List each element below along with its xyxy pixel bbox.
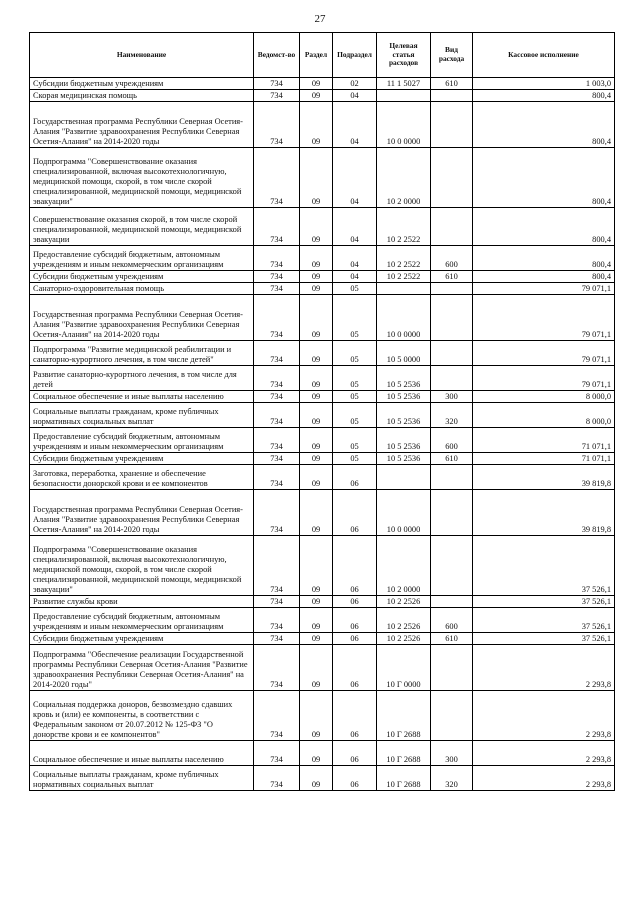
table-row <box>30 283 615 295</box>
cell-kind <box>431 536 473 596</box>
cell-kind <box>431 208 473 246</box>
cell-section: 09 <box>300 766 333 791</box>
cell-section: 09 <box>300 741 333 766</box>
cell-target: 10 5 2536 <box>377 453 431 465</box>
cell-subsection: 05 <box>333 295 377 341</box>
cell-name: Государственная программа Республики Северная Осетия-Алания "Развитие здравоохранения Республики Северная Осетия-Алания" на 2014-2020 годы <box>30 102 254 148</box>
cell-name: Подпрограмма "Развитие медицинской реабилитации и санаторно-курортного лечения, в том числе детей" <box>30 341 254 366</box>
cell-section: 09 <box>300 645 333 691</box>
cell-subsection: 06 <box>333 490 377 536</box>
cell-subsection: 04 <box>333 246 377 271</box>
table-body <box>30 78 615 791</box>
cell-kind <box>431 691 473 741</box>
table-row <box>30 691 615 741</box>
cell-section: 09 <box>300 428 333 453</box>
table-row <box>30 391 615 403</box>
cell-subsection: 06 <box>333 766 377 791</box>
cell-subsection: 05 <box>333 403 377 428</box>
cell-name: Социальные выплаты гражданам, кроме публичных нормативных социальных выплат <box>30 403 254 428</box>
table-row <box>30 208 615 246</box>
cell-dept: 734 <box>254 78 300 90</box>
cell-target: 10 5 2536 <box>377 428 431 453</box>
cell-dept: 734 <box>254 283 300 295</box>
table-row <box>30 148 615 208</box>
cell-target: 11 1 5027 <box>377 78 431 90</box>
cell-section: 09 <box>300 341 333 366</box>
cell-sum: 79 071,1 <box>473 341 615 366</box>
budget-execution-table <box>29 32 615 791</box>
header-sum: Кассовое исполнение <box>473 33 615 78</box>
cell-target: 10 2 2522 <box>377 246 431 271</box>
header-name: Наименование <box>30 33 254 78</box>
cell-dept: 734 <box>254 741 300 766</box>
cell-name: Санаторно-оздоровительная помощь <box>30 283 254 295</box>
cell-dept: 734 <box>254 271 300 283</box>
cell-sum: 8 000,0 <box>473 403 615 428</box>
cell-sum: 71 071,1 <box>473 453 615 465</box>
cell-section: 09 <box>300 366 333 391</box>
cell-dept: 734 <box>254 428 300 453</box>
cell-subsection: 06 <box>333 608 377 633</box>
cell-kind: 600 <box>431 608 473 633</box>
cell-section: 09 <box>300 208 333 246</box>
cell-target: 10 5 2536 <box>377 366 431 391</box>
cell-dept: 734 <box>254 465 300 490</box>
cell-sum: 37 526,1 <box>473 536 615 596</box>
cell-name: Совершенствование оказания скорой, в том числе скорой специализированной, медицинской помощи, медицинской эвакуации <box>30 208 254 246</box>
cell-kind: 600 <box>431 428 473 453</box>
cell-name: Предоставление субсидий бюджетным, автономным учреждениям и иным некоммерческим организациям <box>30 246 254 271</box>
table-row <box>30 741 615 766</box>
cell-sum: 37 526,1 <box>473 596 615 608</box>
cell-target: 10 0 0000 <box>377 102 431 148</box>
cell-subsection: 06 <box>333 691 377 741</box>
table-row <box>30 295 615 341</box>
cell-target: 10 5 0000 <box>377 341 431 366</box>
cell-name: Субсидии бюджетным учреждениям <box>30 633 254 645</box>
cell-subsection: 06 <box>333 536 377 596</box>
cell-kind <box>431 366 473 391</box>
cell-name: Субсидии бюджетным учреждениям <box>30 453 254 465</box>
cell-dept: 734 <box>254 341 300 366</box>
cell-section: 09 <box>300 608 333 633</box>
cell-sum: 800,4 <box>473 148 615 208</box>
cell-dept: 734 <box>254 608 300 633</box>
cell-dept: 734 <box>254 102 300 148</box>
cell-dept: 734 <box>254 208 300 246</box>
cell-section: 09 <box>300 148 333 208</box>
table-row <box>30 645 615 691</box>
table-row <box>30 403 615 428</box>
cell-sum: 39 819,8 <box>473 490 615 536</box>
cell-dept: 734 <box>254 366 300 391</box>
cell-dept: 734 <box>254 403 300 428</box>
cell-kind: 610 <box>431 78 473 90</box>
cell-name: Развитие санаторно-курортного лечения, в том числе для детей <box>30 366 254 391</box>
cell-target: 10 2 2526 <box>377 633 431 645</box>
table-row <box>30 608 615 633</box>
cell-kind: 300 <box>431 391 473 403</box>
cell-sum: 79 071,1 <box>473 366 615 391</box>
cell-sum: 79 071,1 <box>473 283 615 295</box>
table-row <box>30 465 615 490</box>
cell-dept: 734 <box>254 295 300 341</box>
page-number: 27 <box>314 13 326 25</box>
cell-subsection: 05 <box>333 428 377 453</box>
cell-kind: 320 <box>431 403 473 428</box>
table-row <box>30 271 615 283</box>
cell-name: Предоставление субсидий бюджетным, автономным учреждениям и иным некоммерческим организациям <box>30 428 254 453</box>
header-section: Раздел <box>300 33 333 78</box>
table-row <box>30 90 615 102</box>
cell-section: 09 <box>300 271 333 283</box>
cell-kind <box>431 148 473 208</box>
table-row <box>30 341 615 366</box>
cell-section: 09 <box>300 295 333 341</box>
cell-kind <box>431 490 473 536</box>
cell-subsection: 04 <box>333 208 377 246</box>
cell-name: Субсидии бюджетным учреждениям <box>30 78 254 90</box>
cell-kind <box>431 90 473 102</box>
cell-section: 09 <box>300 453 333 465</box>
cell-subsection: 06 <box>333 645 377 691</box>
cell-target: 10 0 0000 <box>377 295 431 341</box>
cell-subsection: 05 <box>333 341 377 366</box>
cell-name: Социальное обеспечение и иные выплаты населению <box>30 741 254 766</box>
cell-sum: 1 003,0 <box>473 78 615 90</box>
cell-section: 09 <box>300 102 333 148</box>
cell-sum: 37 526,1 <box>473 633 615 645</box>
table-row <box>30 78 615 90</box>
table-row <box>30 428 615 453</box>
cell-kind <box>431 102 473 148</box>
cell-kind <box>431 596 473 608</box>
cell-section: 09 <box>300 78 333 90</box>
cell-target <box>377 90 431 102</box>
cell-kind <box>431 465 473 490</box>
cell-name: Скорая медицинская помощь <box>30 90 254 102</box>
cell-kind <box>431 283 473 295</box>
cell-target: 10 0 0000 <box>377 490 431 536</box>
cell-target: 10 Г 2688 <box>377 766 431 791</box>
cell-name: Подпрограмма "Совершенствование оказания специализированной, включая высокотехнологичную, медицинской помощи, скорой, в том числе скорой специализированной, медицинской помощи, медицинской эвакуации" <box>30 148 254 208</box>
table-row <box>30 246 615 271</box>
cell-section: 09 <box>300 283 333 295</box>
cell-subsection: 05 <box>333 453 377 465</box>
cell-sum: 8 000,0 <box>473 391 615 403</box>
cell-dept: 734 <box>254 633 300 645</box>
cell-kind: 610 <box>431 453 473 465</box>
cell-subsection: 02 <box>333 78 377 90</box>
cell-section: 09 <box>300 403 333 428</box>
cell-subsection: 05 <box>333 283 377 295</box>
cell-sum: 2 293,8 <box>473 766 615 791</box>
cell-section: 09 <box>300 596 333 608</box>
cell-section: 09 <box>300 691 333 741</box>
cell-sum: 800,4 <box>473 102 615 148</box>
cell-sum: 2 293,8 <box>473 645 615 691</box>
table-row <box>30 366 615 391</box>
cell-section: 09 <box>300 490 333 536</box>
cell-kind: 610 <box>431 633 473 645</box>
cell-section: 09 <box>300 391 333 403</box>
cell-kind <box>431 295 473 341</box>
table-row <box>30 596 615 608</box>
cell-kind: 300 <box>431 741 473 766</box>
cell-target: 10 2 2526 <box>377 596 431 608</box>
table-row <box>30 490 615 536</box>
cell-name: Субсидии бюджетным учреждениям <box>30 271 254 283</box>
cell-target: 10 2 2522 <box>377 271 431 283</box>
cell-section: 09 <box>300 633 333 645</box>
cell-section: 09 <box>300 536 333 596</box>
cell-target: 10 2 0000 <box>377 536 431 596</box>
table-row <box>30 102 615 148</box>
cell-target: 10 5 2536 <box>377 391 431 403</box>
cell-section: 09 <box>300 90 333 102</box>
cell-dept: 734 <box>254 90 300 102</box>
cell-sum: 800,4 <box>473 271 615 283</box>
table-row <box>30 633 615 645</box>
cell-dept: 734 <box>254 536 300 596</box>
cell-dept: 734 <box>254 453 300 465</box>
cell-name: Социальная поддержка доноров, безвозмездно сдавших кровь и (или) ее компоненты, в соответствии с Федеральным законом от 20.07.2012 № 125-ФЗ "О донорстве крови и ее компонентов" <box>30 691 254 741</box>
cell-subsection: 06 <box>333 596 377 608</box>
cell-section: 09 <box>300 246 333 271</box>
cell-target: 10 5 2536 <box>377 403 431 428</box>
cell-target: 10 2 2522 <box>377 208 431 246</box>
cell-subsection: 06 <box>333 741 377 766</box>
cell-dept: 734 <box>254 596 300 608</box>
cell-dept: 734 <box>254 691 300 741</box>
cell-subsection: 04 <box>333 271 377 283</box>
cell-name: Подпрограмма "Обеспечение реализации Государственной программы Республики Северная Осетия-Алания "Развитие здравоохранения Республики Северная Осетия-Алания" на 2014-2020 годы" <box>30 645 254 691</box>
cell-name: Заготовка, переработка, хранение и обеспечение безопасности донорской крови и ее компонентов <box>30 465 254 490</box>
cell-subsection: 04 <box>333 148 377 208</box>
cell-sum: 37 526,1 <box>473 608 615 633</box>
header-kind: Вид расхода <box>431 33 473 78</box>
cell-target <box>377 465 431 490</box>
table-row <box>30 536 615 596</box>
cell-target: 10 Г 2688 <box>377 691 431 741</box>
header-subsection: Подраздел <box>333 33 377 78</box>
cell-subsection: 05 <box>333 366 377 391</box>
cell-kind: 600 <box>431 246 473 271</box>
table-header-row <box>30 33 615 78</box>
cell-sum: 800,4 <box>473 208 615 246</box>
cell-kind: 610 <box>431 271 473 283</box>
cell-kind: 320 <box>431 766 473 791</box>
cell-dept: 734 <box>254 246 300 271</box>
cell-dept: 734 <box>254 766 300 791</box>
cell-target: 10 2 2526 <box>377 608 431 633</box>
cell-name: Развитие службы крови <box>30 596 254 608</box>
header-target: Целевая статья расходов <box>377 33 431 78</box>
cell-dept: 734 <box>254 645 300 691</box>
cell-name: Социальное обеспечение и иные выплаты населению <box>30 391 254 403</box>
cell-sum: 800,4 <box>473 246 615 271</box>
cell-subsection: 06 <box>333 633 377 645</box>
cell-sum: 79 071,1 <box>473 295 615 341</box>
table-row <box>30 766 615 791</box>
table-row <box>30 453 615 465</box>
cell-dept: 734 <box>254 391 300 403</box>
cell-target <box>377 283 431 295</box>
cell-name: Подпрограмма "Совершенствование оказания специализированной, включая высокотехнологичную, медицинской помощи, скорой, в том числе скорой специализированной, медицинской помощи, медицинской эвакуации" <box>30 536 254 596</box>
cell-subsection: 05 <box>333 391 377 403</box>
cell-subsection: 04 <box>333 102 377 148</box>
header-dept: Ведомст-во <box>254 33 300 78</box>
cell-sum: 71 071,1 <box>473 428 615 453</box>
cell-section: 09 <box>300 465 333 490</box>
cell-sum: 2 293,8 <box>473 691 615 741</box>
cell-name: Социальные выплаты гражданам, кроме публичных нормативных социальных выплат <box>30 766 254 791</box>
cell-target: 10 Г 0000 <box>377 645 431 691</box>
cell-subsection: 04 <box>333 90 377 102</box>
cell-dept: 734 <box>254 148 300 208</box>
cell-sum: 39 819,8 <box>473 465 615 490</box>
cell-kind <box>431 341 473 366</box>
cell-subsection: 06 <box>333 465 377 490</box>
cell-dept: 734 <box>254 490 300 536</box>
cell-kind <box>431 645 473 691</box>
cell-name: Государственная программа Республики Северная Осетия-Алания "Развитие здравоохранения Республики Северная Осетия-Алания" на 2014-2020 годы <box>30 490 254 536</box>
cell-name: Государственная программа Республики Северная Осетия-Алания "Развитие здравоохранения Республики Северная Осетия-Алания" на 2014-2020 годы <box>30 295 254 341</box>
cell-sum: 800,4 <box>473 90 615 102</box>
cell-target: 10 Г 2688 <box>377 741 431 766</box>
cell-target: 10 2 0000 <box>377 148 431 208</box>
cell-name: Предоставление субсидий бюджетным, автономным учреждениям и иным некоммерческим организациям <box>30 608 254 633</box>
cell-sum: 2 293,8 <box>473 741 615 766</box>
